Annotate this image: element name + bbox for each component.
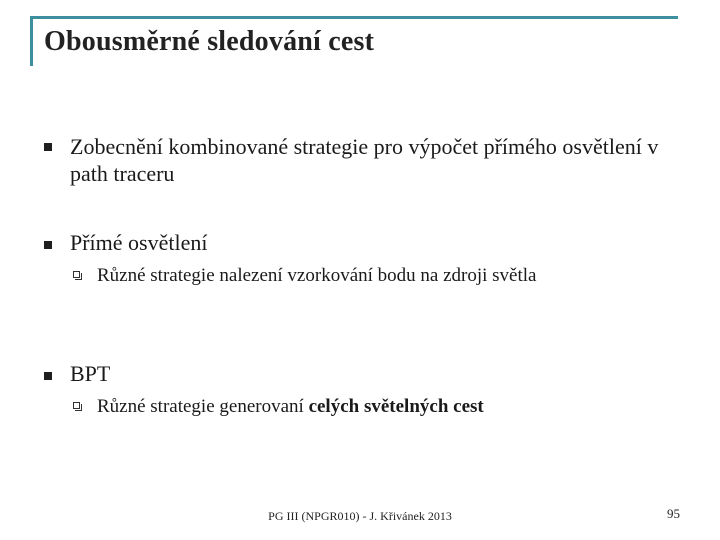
bullet-text: Zobecnění kombinované strategie pro výpočet přímého osvětlení v path traceru: [70, 134, 659, 186]
slide-title: Obousměrné sledování cest: [44, 26, 375, 57]
bullet-text: Přímé osvětlení: [70, 230, 208, 255]
bullet-square-icon: [44, 372, 52, 380]
bullet-square-icon: [44, 241, 52, 249]
sub-bullet-text-emphasis: celých světelných cest: [308, 396, 484, 417]
bullet-square-icon: [44, 143, 52, 151]
sub-bullet-text-prefix: Různé strategie generovaní: [97, 396, 309, 417]
footer-text: PG III (NPGR010) - J. Křivánek 2013: [268, 509, 452, 523]
sub-bullet-box-icon: [73, 402, 80, 409]
bullet-text: BPT: [70, 361, 111, 386]
page-number: 95: [667, 506, 680, 521]
sub-bullet-text: [97, 395, 484, 419]
sub-bullet-text: Různé strategie nalezení vzorkování bodu na zdroji světla: [97, 265, 537, 286]
sub-bullet-box-icon: [73, 271, 80, 278]
